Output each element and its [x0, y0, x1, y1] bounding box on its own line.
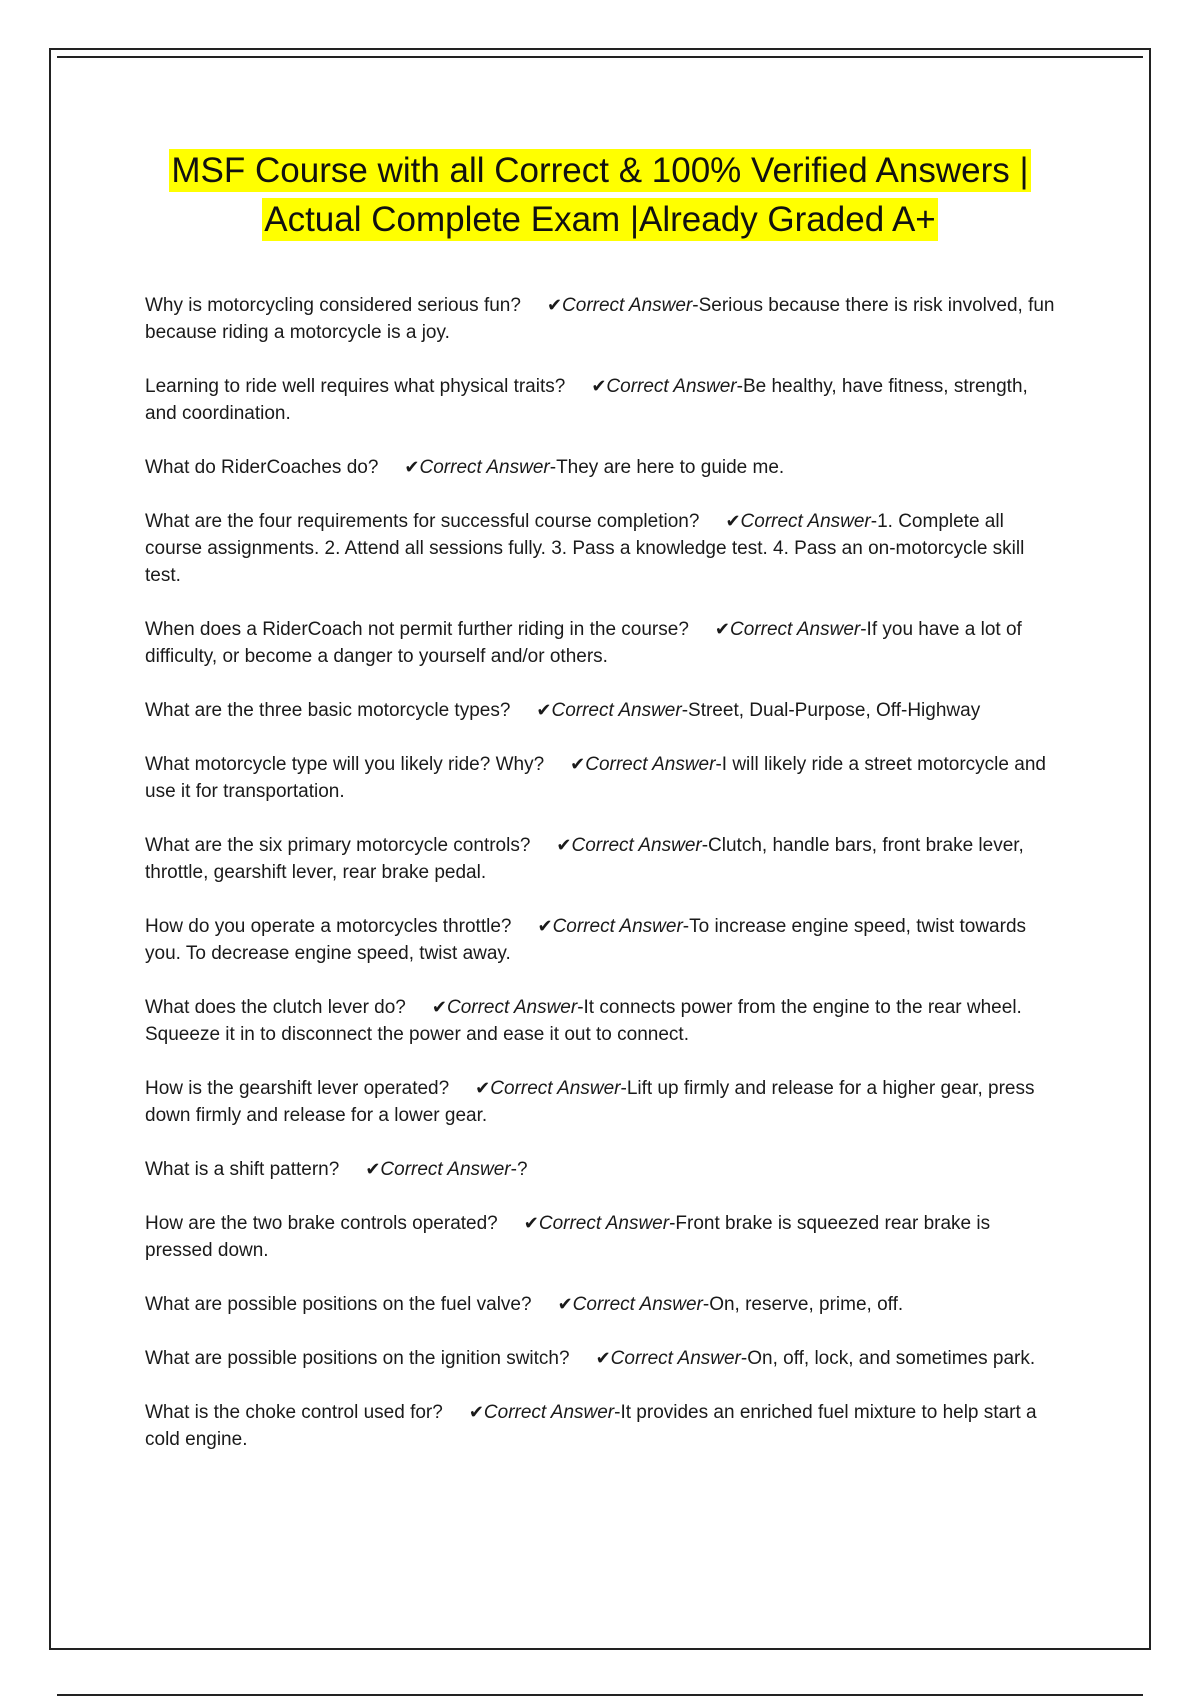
question-text: Why is motorcycling considered serious fun?: [145, 295, 521, 316]
answer-separator: -: [740, 1348, 748, 1369]
question-text: What is a shift pattern?: [145, 1159, 340, 1180]
qa-item: [145, 994, 1060, 1048]
qa-item: [145, 1210, 1060, 1264]
answer-separator: -: [620, 1078, 627, 1099]
qa-item: [145, 1291, 1060, 1318]
question-text: What does the clutch lever do?: [145, 997, 406, 1018]
qa-item: [145, 508, 1060, 589]
answer-text: Clutch, handle bars, front brake lever, throttle, gearshift lever, rear brake pedal.: [145, 835, 1024, 883]
qa-item: [145, 751, 1060, 805]
question-text: How are the two brake controls operated?: [145, 1213, 498, 1234]
answer-text: On, off, lock, and sometimes park.: [747, 1348, 1036, 1369]
answer-separator: -: [701, 835, 709, 856]
question-text: When does a RiderCoach not permit further riding in the course?: [145, 619, 689, 640]
answer-separator: -: [870, 511, 878, 532]
answer-separator: -: [702, 1294, 710, 1315]
checkmark-icon: ✔: [536, 700, 552, 721]
answer-separator: -: [715, 754, 722, 775]
answer-text: It connects power from the engine to the rear wheel. Squeeze it in to disconnect the power and ease it out to connect.: [145, 997, 1022, 1045]
answer-separator: -: [692, 295, 699, 316]
checkmark-icon: ✔: [365, 1159, 381, 1180]
answer-label: Correct Answer: [538, 1213, 670, 1234]
answer-separator: -: [860, 619, 867, 640]
question-text: Learning to ride well requires what physical traits?: [145, 376, 566, 397]
answer-text: Lift up firmly and release for a higher gear, press down firmly and release for a lower gear.: [145, 1078, 1035, 1126]
qa-item: [145, 1156, 1060, 1183]
checkmark-icon: ✔: [557, 1294, 573, 1315]
answer-label: Correct Answer: [610, 1348, 741, 1369]
checkmark-icon: ✔: [595, 1348, 611, 1369]
question-text: What motorcycle type will you likely ride? Why?: [145, 754, 545, 775]
answer-text: If you have a lot of difficulty, or become a danger to yourself and/or others.: [145, 619, 1022, 667]
answer-label: Correct Answer: [562, 295, 693, 316]
answer-separator: -: [614, 1402, 621, 1423]
answer-separator: -: [681, 700, 689, 721]
qa-item: [145, 697, 1060, 724]
answer-separator: -: [669, 1213, 676, 1234]
answer-separator: -: [510, 1159, 517, 1180]
answer-label: Correct Answer: [552, 916, 683, 937]
checkmark-icon: ✔: [431, 997, 447, 1018]
qa-item: [145, 1075, 1060, 1129]
qa-item: [145, 1345, 1060, 1372]
checkmark-icon: ✔: [714, 619, 730, 640]
answer-label: Correct Answer: [419, 457, 550, 478]
answer-label: Correct Answer: [483, 1402, 615, 1423]
checkmark-icon: ✔: [570, 754, 586, 775]
question-text: What are possible positions on the ignition switch?: [145, 1348, 570, 1369]
answer-text: On, reserve, prime, off.: [709, 1294, 904, 1315]
answer-text: To increase engine speed, twist towards you. To decrease engine speed, twist away.: [145, 916, 1027, 964]
checkmark-icon: ✔: [537, 916, 553, 937]
answer-separator: -: [549, 457, 557, 478]
checkmark-icon: ✔: [556, 835, 572, 856]
answer-text: I will likely ride a street motorcycle and use it for transportation.: [145, 754, 1046, 802]
checkmark-icon: ✔: [404, 457, 420, 478]
answer-text: They are here to guide me.: [556, 457, 785, 478]
checkmark-icon: ✔: [468, 1402, 484, 1423]
question-text: How is the gearshift lever operated?: [145, 1078, 450, 1099]
qa-list: [145, 292, 1060, 1480]
answer-label: Correct Answer: [490, 1078, 621, 1099]
checkmark-icon: ✔: [591, 376, 607, 397]
answer-label: Correct Answer: [606, 376, 737, 397]
question-text: What is the choke control used for?: [145, 1402, 443, 1423]
qa-item: [145, 616, 1060, 670]
qa-item: [145, 292, 1060, 346]
answer-text: ?: [516, 1159, 528, 1180]
question-text: What are possible positions on the fuel valve?: [145, 1294, 532, 1315]
question-text: What are the six primary motorcycle controls?: [145, 835, 531, 856]
document-title: [100, 146, 1100, 244]
answer-text: Be healthy, have fitness, strength, and coordination.: [145, 376, 1028, 424]
top-inner-rule: [57, 56, 1143, 58]
qa-item: [145, 1399, 1060, 1453]
checkmark-icon: ✔: [546, 295, 563, 316]
answer-separator: -: [577, 997, 584, 1018]
qa-item: [145, 454, 1060, 481]
checkmark-icon: ✔: [523, 1213, 539, 1234]
title-line-2: Actual Complete Exam |Already Graded A+: [264, 200, 936, 239]
qa-item: [145, 832, 1060, 886]
answer-text: It provides an enriched fuel mixture to help start a cold engine.: [145, 1402, 1037, 1450]
qa-item: [145, 373, 1060, 427]
answer-label: Correct Answer: [585, 754, 716, 775]
answer-label: Correct Answer: [572, 1294, 703, 1315]
answer-text: Front brake is squeezed rear brake is pressed down.: [145, 1213, 991, 1261]
answer-label: Correct Answer: [446, 997, 578, 1018]
answer-separator: -: [736, 376, 743, 397]
answer-text: Serious because there is risk involved, fun because riding a motorcycle is a joy.: [145, 295, 1055, 343]
title-line-1: MSF Course with all Correct & 100% Verified Answers |: [171, 151, 1029, 190]
answer-separator: -: [682, 916, 690, 937]
checkmark-icon: ✔: [475, 1078, 491, 1099]
answer-label: Correct Answer: [740, 511, 871, 532]
answer-label: Correct Answer: [730, 619, 861, 640]
bottom-rule: [57, 1694, 1143, 1696]
answer-label: Correct Answer: [551, 700, 682, 721]
qa-item: [145, 913, 1060, 967]
question-text: What do RiderCoaches do?: [145, 457, 379, 478]
checkmark-icon: ✔: [725, 511, 741, 532]
answer-text: Street, Dual-Purpose, Off-Highway: [688, 700, 981, 721]
answer-label: Correct Answer: [380, 1159, 511, 1180]
answer-label: Correct Answer: [571, 835, 702, 856]
question-text: What are the three basic motorcycle types?: [145, 700, 511, 721]
question-text: What are the four requirements for successful course completion?: [145, 511, 700, 532]
question-text: How do you operate a motorcycles throttle?: [145, 916, 512, 937]
answer-text: 1. Complete all course assignments. 2. Attend all sessions fully. 3. Pass a knowledge test. 4. Pass an on-motorcycle skill test.: [145, 511, 1025, 586]
